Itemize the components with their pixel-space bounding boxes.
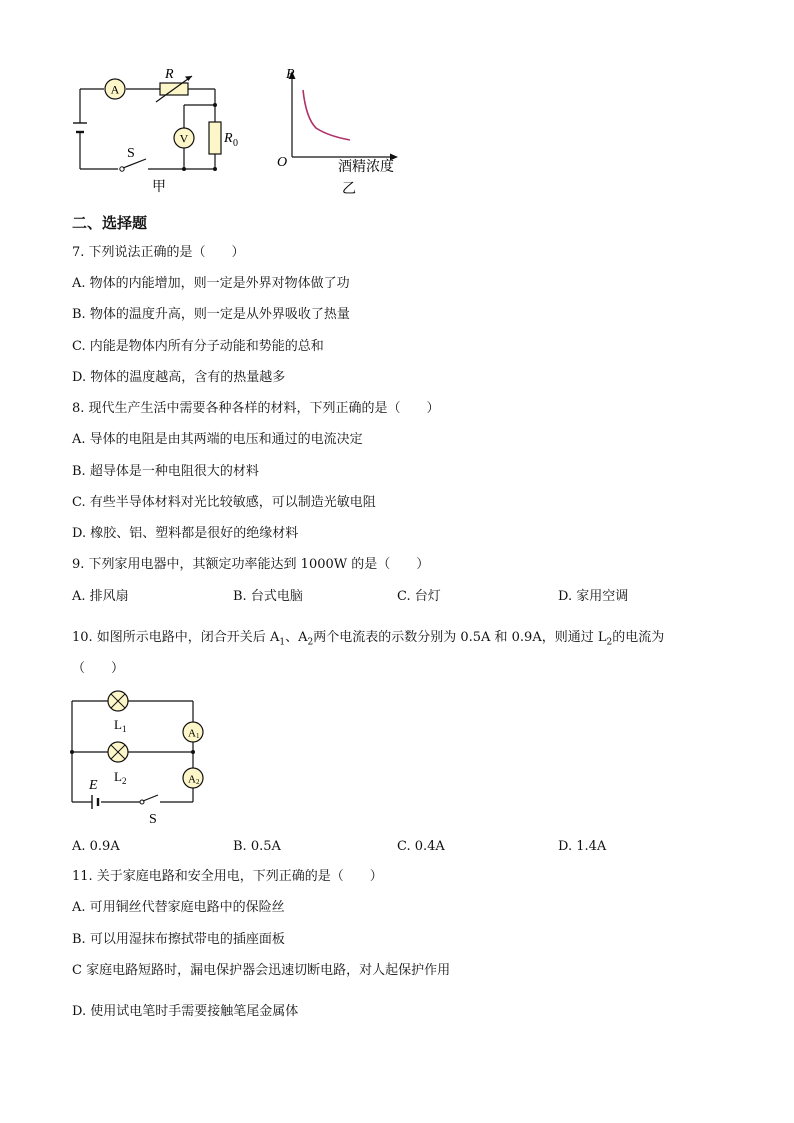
q10-stem-line2: （ ） <box>72 661 125 676</box>
q8-stem: 8. 现代生产生活中需要各种各样的材料，下列正确的是（ ） <box>72 401 440 416</box>
q10-stem-part3: 两个电流表的示数分别为 0.5A 和 0.9A，则通过 L <box>313 630 607 645</box>
battery-icon <box>88 778 98 809</box>
q10-option-d: D. 1.4A <box>558 839 607 854</box>
q8-option-a: A. 导体的电阻是由其两端的电压和通过的电流决定 <box>72 432 363 447</box>
q10-sub1: 1 <box>279 637 286 648</box>
q11-option-a: A. 可用铜丝代替家庭电路中的保险丝 <box>72 900 285 915</box>
variable-resistor-icon <box>156 67 192 102</box>
ammeter-a1-icon <box>183 722 203 742</box>
y-axis-label: R <box>286 67 295 82</box>
q11-option-c: C 家庭电路短路时，漏电保护器会迅速切断电路，对人起保护作用 <box>72 963 451 978</box>
svg-text:S: S <box>127 146 135 161</box>
q9-option-c: C. 台灯 <box>397 589 441 604</box>
svg-text:V: V <box>179 131 189 146</box>
q9-stem: 9. 下列家用电器中，其额定功率能达到 1000W 的是（ ） <box>72 557 430 572</box>
svg-text:0: 0 <box>233 138 238 149</box>
q10-option-a: A. 0.9A <box>72 839 120 854</box>
circuit-diagram-q10 <box>62 685 222 830</box>
q10-stem-part2: 、A <box>285 630 308 645</box>
lamp-l2-icon <box>108 742 128 786</box>
switch-icon <box>120 146 146 171</box>
svg-text:2: 2 <box>122 776 127 786</box>
svg-text:E: E <box>89 778 98 793</box>
q9-option-b: B. 台式电脑 <box>233 589 303 604</box>
q7-option-c: C. 内能是物体内所有分子动能和势能的总和 <box>72 339 324 354</box>
q10-option-c: C. 0.4A <box>397 839 445 854</box>
q8-option-b: B. 超导体是一种电阻很大的材料 <box>72 464 259 479</box>
origin-label: O <box>277 155 288 170</box>
lamp-l1-icon <box>108 691 128 734</box>
svg-text:S: S <box>149 812 157 827</box>
q7-option-d: D. 物体的温度越高，含有的热量越多 <box>72 370 286 385</box>
q10-sub3: 2 <box>606 637 613 648</box>
ammeter-a2-icon <box>183 768 203 788</box>
q11-stem: 11. 关于家庭电路和安全用电，下列正确的是（ ） <box>72 869 383 884</box>
svg-text:L: L <box>114 769 122 784</box>
q7-option-b: B. 物体的温度升高，则一定是从外界吸收了热量 <box>72 307 350 322</box>
svg-text:R: R <box>165 67 174 82</box>
switch-icon <box>140 795 158 827</box>
q11-option-d: D. 使用试电笔时手需要接触笔尾金属体 <box>72 1004 299 1019</box>
q8-option-c: C. 有些半导体材料对光比较敏感，可以制造光敏电阻 <box>72 495 376 510</box>
svg-text:1: 1 <box>196 732 200 740</box>
x-axis-label: 酒精浓度 <box>338 160 394 175</box>
q9-option-a: A. 排风扇 <box>72 589 129 604</box>
q10-option-b: B. 0.5A <box>233 839 281 854</box>
q10-stem-part1: 10. 如图所示电路中，闭合开关后 A <box>72 630 280 645</box>
figure-caption-yi: 乙 <box>342 182 356 197</box>
q10-stem <box>72 629 664 652</box>
ammeter-icon <box>105 79 125 99</box>
resistance-curve <box>303 90 350 140</box>
q9-option-d: D. 家用空调 <box>558 589 629 604</box>
q11-option-b: B. 可以用湿抹布擦拭带电的插座面板 <box>72 932 285 947</box>
svg-text:A: A <box>188 773 196 786</box>
svg-text:A: A <box>110 82 120 97</box>
section-title: 二、选择题 <box>72 214 148 232</box>
q7-option-a: A. 物体的内能增加，则一定是外界对物体做了功 <box>72 276 350 291</box>
graph-yi <box>268 62 418 202</box>
svg-text:A: A <box>188 727 196 740</box>
svg-text:R: R <box>224 131 233 146</box>
svg-text:2: 2 <box>196 778 200 786</box>
q10-sub2: 2 <box>307 637 314 648</box>
q10-stem-part4: 的电流为 <box>612 630 665 645</box>
voltmeter-icon <box>174 128 194 148</box>
fixed-resistor-icon <box>209 122 238 154</box>
q8-option-d: D. 橡胶、铝、塑料都是很好的绝缘材料 <box>72 526 299 541</box>
q7-stem: 7. 下列说法正确的是（ ） <box>72 245 245 260</box>
svg-text:1: 1 <box>122 724 127 734</box>
circuit-diagram-jia <box>60 62 260 202</box>
figure-caption-jia: 甲 <box>152 180 166 195</box>
svg-text:L: L <box>114 717 122 732</box>
